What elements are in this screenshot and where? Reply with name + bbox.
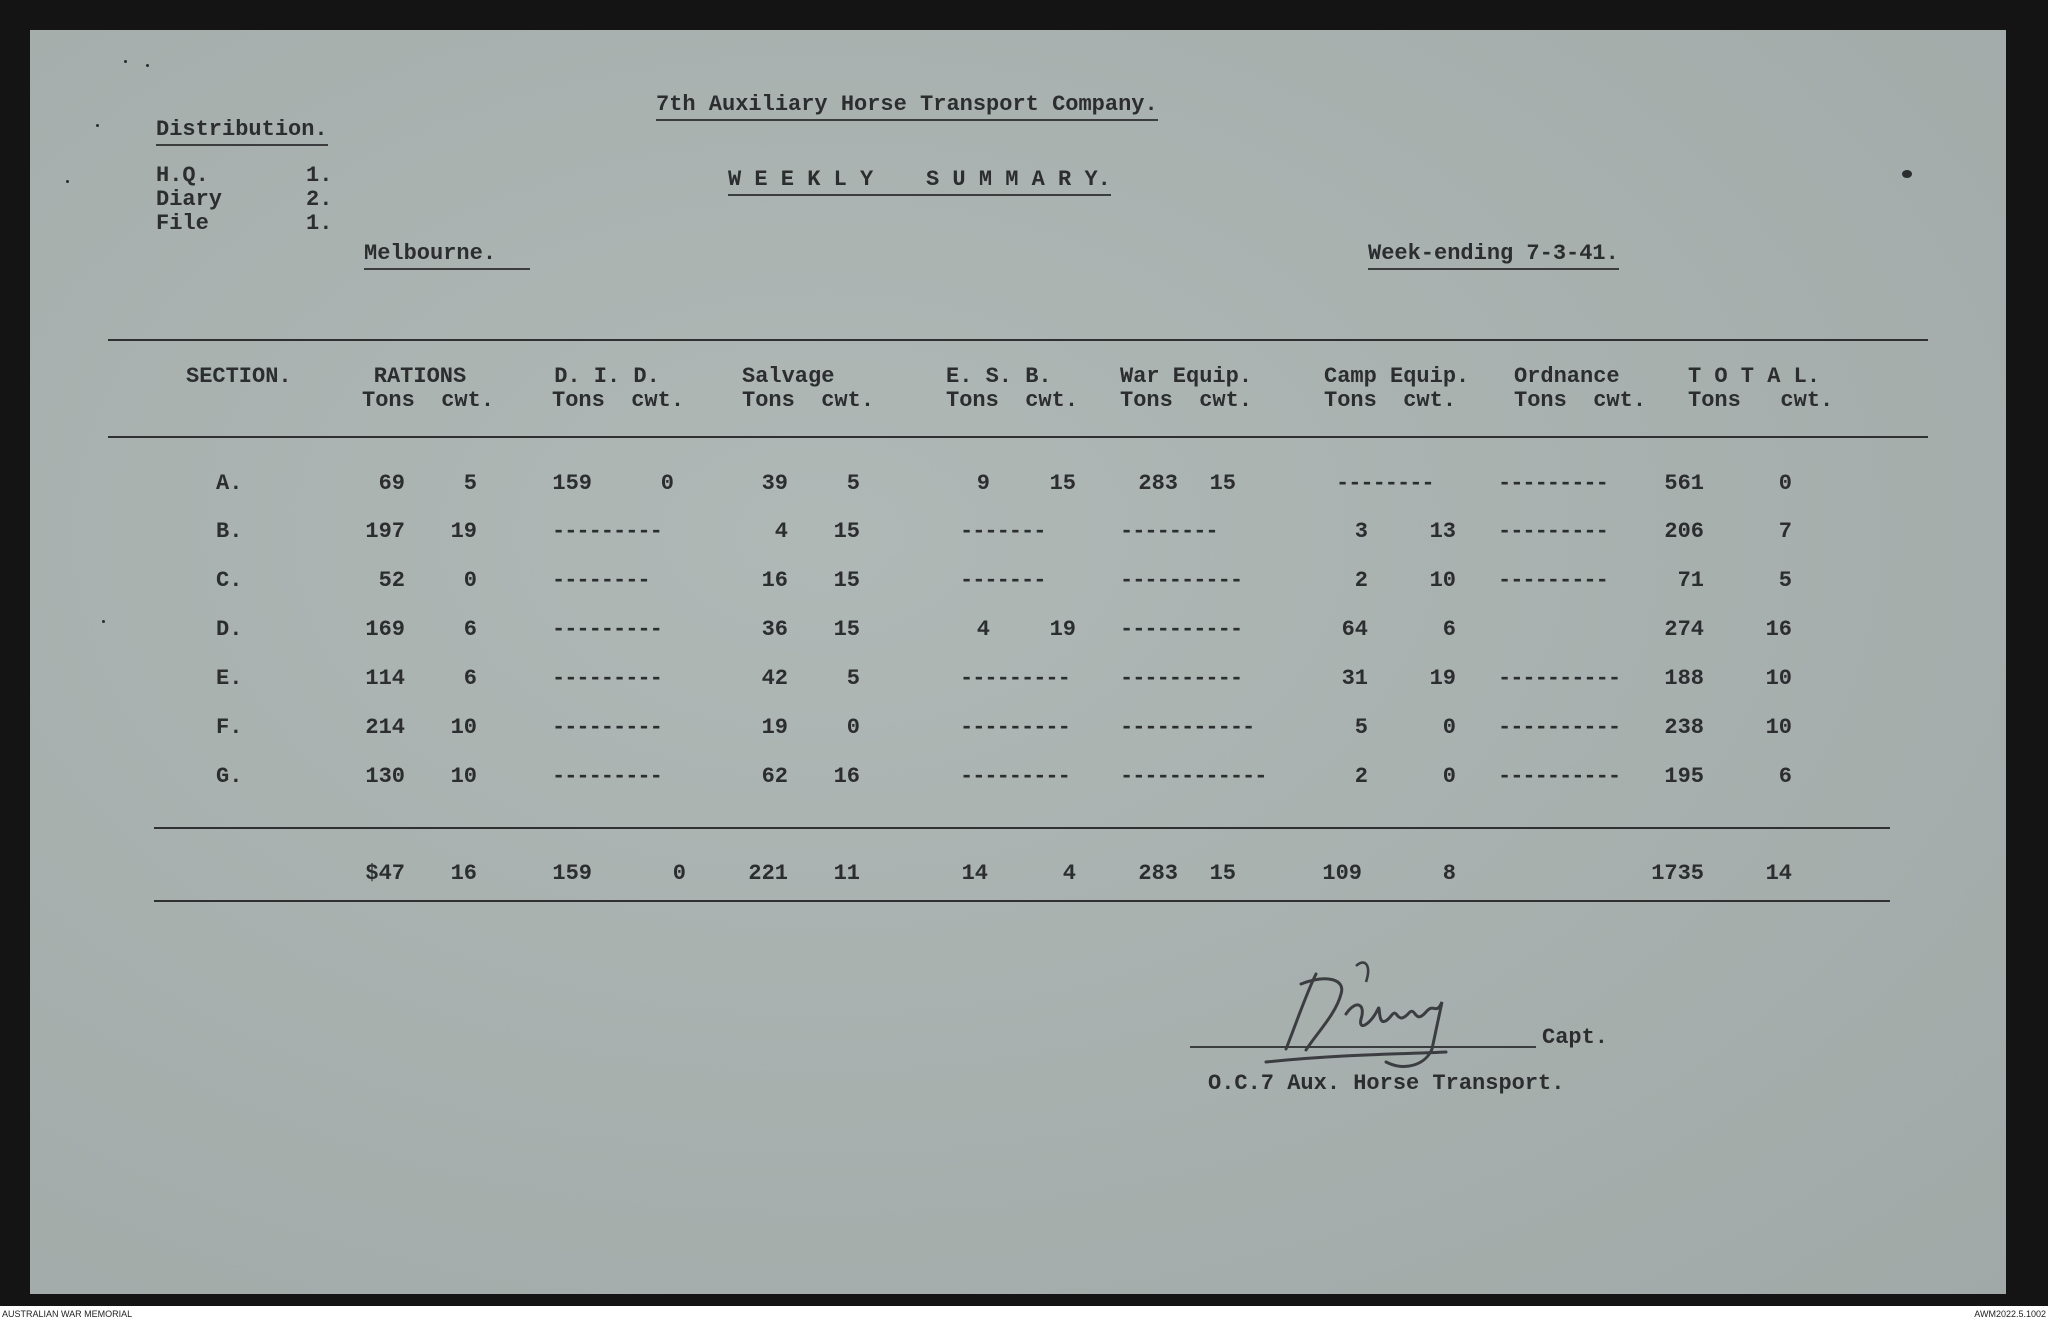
column-header-salvage: Salvage xyxy=(742,364,835,389)
cell-cwt: 19 xyxy=(1429,666,1456,691)
cell-tons: 42 xyxy=(761,666,788,691)
cell-dash: ---------- xyxy=(1498,764,1621,789)
cell-tons: 5 xyxy=(1354,715,1368,740)
cell-dash: -------- xyxy=(1120,519,1218,544)
header-bottom-rule xyxy=(108,436,1928,438)
cell-tons: 159 xyxy=(552,471,592,496)
cell-tons: 188 xyxy=(1664,666,1704,691)
row-section-label: D. xyxy=(216,617,243,642)
ink-speck xyxy=(1902,170,1912,178)
cell-cwt: 7 xyxy=(1778,519,1792,544)
cell-tons: 31 xyxy=(1341,666,1368,691)
column-subheader-units: Tons cwt. xyxy=(1324,388,1457,413)
column-subheader-units: Tons cwt. xyxy=(946,388,1079,413)
cell-cwt: 16 xyxy=(833,764,860,789)
cell-dash: ---------- xyxy=(1120,666,1243,691)
column-header-did: D. I. D. xyxy=(554,364,660,389)
column-subheader-units: Tons cwt. xyxy=(362,388,495,413)
total-tons: $47 xyxy=(365,861,405,886)
distribution-item-count: 2. xyxy=(306,187,333,212)
cell-dash: --------- xyxy=(552,764,662,789)
cell-dash: --------- xyxy=(1498,519,1608,544)
cell-tons: 36 xyxy=(761,617,788,642)
cell-cwt: 10 xyxy=(1429,568,1456,593)
cell-cwt: 13 xyxy=(1429,519,1456,544)
cell-cwt: 10 xyxy=(1765,715,1792,740)
cell-tons: 52 xyxy=(378,568,405,593)
distribution-item-name: File xyxy=(156,211,209,236)
cell-cwt: 6 xyxy=(1442,617,1456,642)
table-top-rule xyxy=(108,339,1928,341)
cell-cwt: 0 xyxy=(660,471,674,496)
cell-cwt: 16 xyxy=(1765,617,1792,642)
column-subheader-units: Tons cwt. xyxy=(742,388,875,413)
cell-tons: 69 xyxy=(378,471,405,496)
cell-dash: --------- xyxy=(960,764,1070,789)
cell-tons: 9 xyxy=(976,471,990,496)
ink-speck xyxy=(102,620,105,623)
cell-dash: -------- xyxy=(1336,471,1434,496)
column-subheader-units: Tons cwt. xyxy=(552,388,685,413)
column-header-esb: E. S. B. xyxy=(946,364,1052,389)
signature-line xyxy=(1190,1046,1536,1048)
column-header-rations: RATIONS xyxy=(373,364,467,389)
cell-cwt: 15 xyxy=(833,519,860,544)
company-name: 7th Auxiliary Horse Transport Company. xyxy=(656,93,1158,121)
cell-tons: 2 xyxy=(1354,568,1368,593)
total-cwt: 0 xyxy=(672,861,686,886)
cell-cwt: 0 xyxy=(846,715,860,740)
ink-speck xyxy=(96,124,99,127)
document-sheet xyxy=(30,30,2006,1294)
ink-speck xyxy=(124,60,127,63)
cell-dash: ---------- xyxy=(1498,666,1621,691)
cell-dash: --------- xyxy=(552,519,662,544)
total-tons: 1735 xyxy=(1651,861,1704,886)
cell-tons: 39 xyxy=(761,471,788,496)
cell-dash: ---------- xyxy=(1120,617,1243,642)
cell-tons: 130 xyxy=(365,764,405,789)
cell-cwt: 15 xyxy=(833,617,860,642)
cell-cwt: 15 xyxy=(1049,471,1076,496)
cell-dash: ------------ xyxy=(1120,764,1267,789)
cell-cwt: 0 xyxy=(1778,471,1792,496)
cell-cwt: 19 xyxy=(450,519,477,544)
cell-tons: 283 xyxy=(1138,471,1178,496)
footer-accession: AWM2022.5.1002 xyxy=(1974,1309,2046,1319)
column-header-war-equip: War Equip. xyxy=(1120,364,1253,389)
row-section-label: C. xyxy=(216,568,243,593)
column-header-ordnance: Ordnance xyxy=(1514,364,1620,389)
cell-tons: 16 xyxy=(761,568,788,593)
cell-tons: 71 xyxy=(1677,568,1704,593)
totals-bottom-rule xyxy=(154,900,1890,902)
distribution-heading: Distribution. xyxy=(156,118,328,146)
cell-tons: 62 xyxy=(761,764,788,789)
cell-tons: 4 xyxy=(976,617,990,642)
cell-tons: 169 xyxy=(365,617,405,642)
total-cwt: 4 xyxy=(1062,861,1076,886)
cell-cwt: 10 xyxy=(1765,666,1792,691)
row-section-label: F. xyxy=(216,715,243,740)
cell-tons: 3 xyxy=(1354,519,1368,544)
distribution-item-name: H.Q. xyxy=(156,163,209,188)
column-subheader-units: Tons cwt. xyxy=(1120,388,1253,413)
total-tons: 159 xyxy=(552,861,592,886)
cell-dash: --------- xyxy=(552,715,662,740)
cell-cwt: 0 xyxy=(1442,715,1456,740)
cell-tons: 197 xyxy=(365,519,405,544)
cell-cwt: 5 xyxy=(846,471,860,496)
total-cwt: 16 xyxy=(450,861,477,886)
row-section-label: A. xyxy=(216,471,243,496)
cell-dash: ---------- xyxy=(1120,568,1243,593)
cell-tons: 206 xyxy=(1664,519,1704,544)
cell-tons: 195 xyxy=(1664,764,1704,789)
distribution-item-count: 1. xyxy=(306,211,333,236)
cell-dash: --------- xyxy=(1498,471,1608,496)
cell-tons: 4 xyxy=(774,519,788,544)
cell-cwt: 10 xyxy=(450,715,477,740)
total-cwt: 15 xyxy=(1209,861,1236,886)
week-ending: Week-ending 7-3-41. xyxy=(1368,242,1619,270)
cell-tons: 2 xyxy=(1354,764,1368,789)
cell-cwt: 10 xyxy=(450,764,477,789)
cell-dash: ----------- xyxy=(1120,715,1255,740)
cell-dash: ------- xyxy=(960,519,1046,544)
cell-dash: ------- xyxy=(960,568,1046,593)
cell-dash: --------- xyxy=(960,666,1070,691)
distribution-item-count: 1. xyxy=(306,163,333,188)
column-header-total: T O T A L. xyxy=(1688,364,1821,389)
cell-tons: 64 xyxy=(1341,617,1368,642)
cell-tons: 214 xyxy=(365,715,405,740)
cell-cwt: 5 xyxy=(846,666,860,691)
row-section-label: B. xyxy=(216,519,243,544)
total-cwt: 14 xyxy=(1765,861,1792,886)
total-cwt: 8 xyxy=(1442,861,1456,886)
ink-speck xyxy=(146,64,149,67)
total-tons: 221 xyxy=(748,861,788,886)
cell-dash: --------- xyxy=(552,666,662,691)
ink-speck xyxy=(66,180,69,183)
signatory-title: O.C.7 Aux. Horse Transport. xyxy=(1208,1071,1565,1096)
document-title: W E E K L Y S U M M A R Y. xyxy=(728,168,1111,196)
column-subheader-units: Tons cwt. xyxy=(1688,388,1834,413)
row-section-label: E. xyxy=(216,666,243,691)
location: Melbourne. xyxy=(364,242,530,270)
cell-cwt: 19 xyxy=(1049,617,1076,642)
row-section-label: G. xyxy=(216,764,243,789)
signature-mark xyxy=(1246,954,1546,1084)
cell-cwt: 6 xyxy=(1778,764,1792,789)
column-header-section: SECTION. xyxy=(186,364,292,389)
signatory-rank: Capt. xyxy=(1542,1025,1609,1050)
cell-tons: 561 xyxy=(1664,471,1704,496)
distribution-item-name: Diary xyxy=(156,187,223,212)
total-tons: 283 xyxy=(1138,861,1178,886)
footer-institution: AUSTRALIAN WAR MEMORIAL xyxy=(2,1309,133,1319)
total-tons: 14 xyxy=(961,861,988,886)
totals-top-rule xyxy=(154,827,1890,829)
column-header-camp-equip: Camp Equip. xyxy=(1324,364,1470,389)
total-cwt: 11 xyxy=(833,861,860,886)
cell-cwt: 5 xyxy=(463,471,477,496)
cell-cwt: 15 xyxy=(833,568,860,593)
total-tons: 109 xyxy=(1322,861,1362,886)
cell-tons: 238 xyxy=(1664,715,1704,740)
cell-tons: 114 xyxy=(365,666,405,691)
cell-cwt: 0 xyxy=(463,568,477,593)
cell-dash: --------- xyxy=(552,617,662,642)
column-subheader-units: Tons cwt. xyxy=(1514,388,1647,413)
cell-cwt: 5 xyxy=(1778,568,1792,593)
cell-dash: --------- xyxy=(960,715,1070,740)
cell-dash: -------- xyxy=(552,568,650,593)
cell-tons: 274 xyxy=(1664,617,1704,642)
cell-tons: 19 xyxy=(761,715,788,740)
cell-cwt: 15 xyxy=(1209,471,1236,496)
cell-cwt: 6 xyxy=(463,666,477,691)
cell-cwt: 0 xyxy=(1442,764,1456,789)
cell-dash: --------- xyxy=(1498,568,1608,593)
cell-dash: ---------- xyxy=(1498,715,1621,740)
cell-cwt: 6 xyxy=(463,617,477,642)
